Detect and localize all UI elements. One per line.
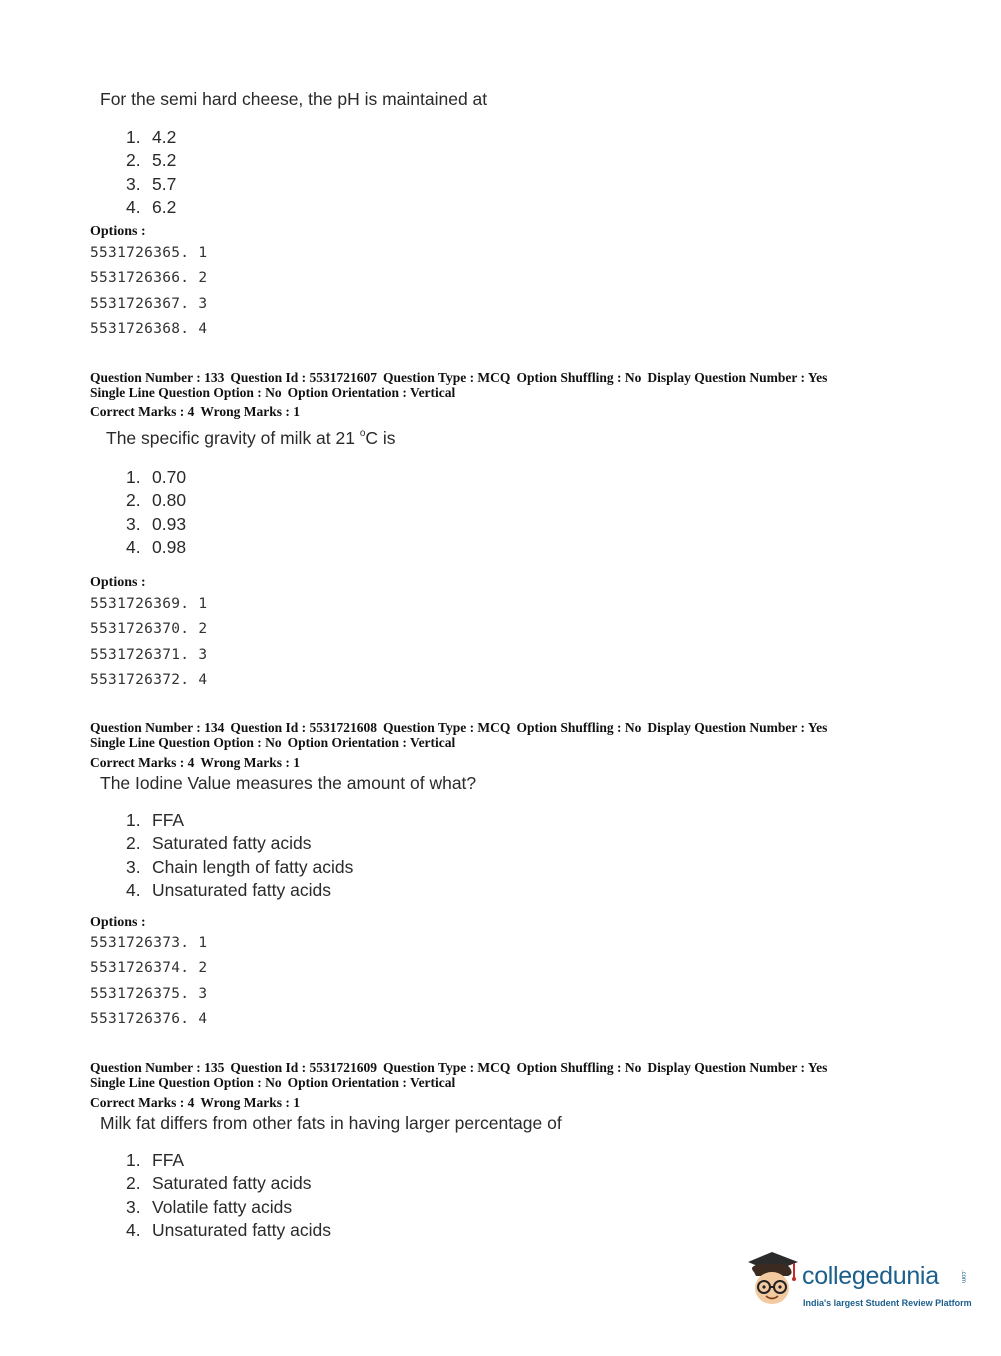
marks-meta: Correct Marks : 4 Wrong Marks : 1 <box>90 1095 300 1110</box>
answer-choice: 3. 0.93 <box>126 513 187 534</box>
logo-tagline: India's largest Student Review Platform <box>803 1298 972 1308</box>
answer-choice: 2. 5.2 <box>126 150 177 171</box>
answer-choice: 1. FFA <box>126 810 185 830</box>
logo-domain: .com <box>960 1270 966 1284</box>
option-id: 5531726368. 4 <box>90 320 208 337</box>
mascot-icon <box>742 1248 802 1310</box>
option-id: 5531726370. 2 <box>90 621 208 638</box>
answer-choice: 1. 4.2 <box>126 127 177 147</box>
option-id: 5531726372. 4 <box>90 671 208 688</box>
answer-choice: 3. Chain length of fatty acids <box>126 856 354 877</box>
option-id: 5531726366. 2 <box>90 270 208 287</box>
answer-choices <box>126 1149 331 1242</box>
collegedunia-logo <box>742 1248 972 1318</box>
logo-wordmark: collegedunia <box>802 1262 939 1290</box>
option-id-list <box>90 592 207 693</box>
option-id: 5531726373. 1 <box>90 935 208 951</box>
option-id: 5531726365. 1 <box>90 245 208 261</box>
answer-choice: 3. 5.7 <box>126 173 177 194</box>
answer-choice: 4. 0.98 <box>126 536 187 557</box>
answer-choices <box>126 809 353 902</box>
answer-choice: 1. 0.70 <box>126 467 187 487</box>
question-text: The Iodine Value measures the amount of what? <box>100 773 477 793</box>
option-id: 5531726367. 3 <box>90 295 208 312</box>
option-id-list <box>90 241 207 342</box>
answer-choice: 3. Volatile fatty acids <box>126 1196 293 1217</box>
option-id-list <box>90 931 207 1032</box>
answer-choice: 2. Saturated fatty acids <box>126 833 312 854</box>
option-id: 5531726374. 2 <box>90 960 208 977</box>
answer-choice: 1. FFA <box>126 1150 185 1170</box>
option-id: 5531726369. 1 <box>90 596 208 612</box>
question-text: Milk fat differs from other fats in having larger percentage of <box>100 1113 562 1133</box>
answer-choice: 4. Unsaturated fatty acids <box>126 1219 331 1240</box>
options-label: Options : <box>90 575 146 590</box>
question-meta: Question Number : 135 Question Id : 5531721609 Question Type : MCQ Option Shuffling : No Display Question Number : Yes Single Line Question Option : No Option Orientation : Vertical <box>90 1060 828 1090</box>
answer-choice: 2. Saturated fatty acids <box>126 1173 312 1194</box>
answer-choice: 4. Unsaturated fatty acids <box>126 879 331 900</box>
marks-meta: Correct Marks : 4 Wrong Marks : 1 <box>90 755 300 770</box>
options-label: Options : <box>90 915 146 930</box>
options-label: Options : <box>90 224 146 239</box>
option-id: 5531726376. 4 <box>90 1010 208 1027</box>
option-id: 5531726371. 3 <box>90 646 208 663</box>
option-id: 5531726375. 3 <box>90 985 208 1002</box>
answer-choices <box>126 126 176 219</box>
answer-choice: 4. 6.2 <box>126 196 177 217</box>
question-text: The specific gravity of milk at 21 $^o$C is <box>106 428 396 448</box>
marks-meta: Correct Marks : 4 Wrong Marks : 1 <box>90 404 300 419</box>
question-meta: Question Number : 134 Question Id : 5531721608 Question Type : MCQ Option Shuffling : No Display Question Number : Yes Single Line Question Option : No Option Orientation : Vertical <box>90 720 828 750</box>
answer-choices <box>126 466 186 559</box>
answer-choice: 2. 0.80 <box>126 490 187 511</box>
question-text: For the semi hard cheese, the pH is maintained at <box>100 89 488 109</box>
question-meta: Question Number : 133 Question Id : 5531721607 Question Type : MCQ Option Shuffling : No Display Question Number : Yes Single Line Question Option : No Option Orientation : Vertical <box>90 370 828 400</box>
